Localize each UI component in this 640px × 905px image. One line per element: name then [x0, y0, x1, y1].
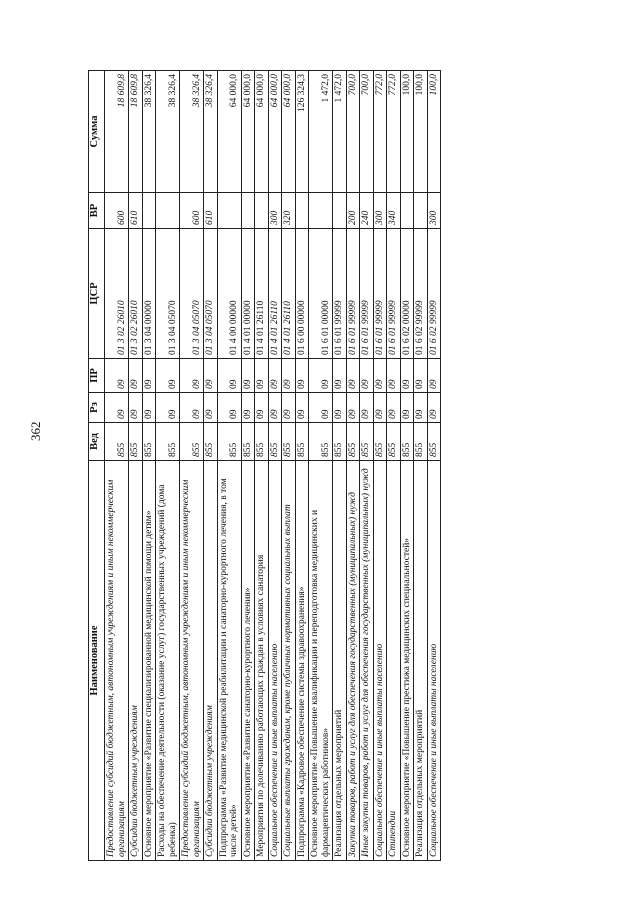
- cell-csr: 01 6 01 99999: [373, 229, 387, 359]
- table-row: [373, 71, 387, 861]
- table-row: [387, 71, 401, 861]
- cell-ved: 855: [333, 423, 347, 461]
- cell-rz: 09: [217, 393, 241, 423]
- cell-pr: 09: [360, 359, 374, 393]
- cell-csr: 01 6 01 99999: [346, 229, 360, 359]
- cell-vr: 600: [105, 193, 129, 229]
- cell-rz: 09: [156, 393, 180, 423]
- cell-ved: 855: [241, 423, 255, 461]
- cell-pr: 09: [204, 359, 218, 393]
- cell-ved: 855: [129, 423, 143, 461]
- cell-rz: 09: [295, 393, 309, 423]
- cell-name: Расходы на обеспечение деятельности (оказание услуг) государственных учреждений (дома ребенка): [156, 461, 180, 861]
- cell-ved: 855: [156, 423, 180, 461]
- cell-ved: 855: [204, 423, 218, 461]
- cell-name: Субсидии бюджетным учреждениям: [204, 461, 218, 861]
- cell-name: Подпрограмма «Развитие медицинской реабилитации и санаторно-курортного лечения, в том числе детей»: [217, 461, 241, 861]
- cell-rz: 09: [255, 393, 269, 423]
- cell-vr: 240: [360, 193, 374, 229]
- budget-table-container: [88, 71, 565, 861]
- cell-vr: [241, 193, 255, 229]
- cell-sum: 100,0: [427, 71, 441, 193]
- cell-ved: 855: [400, 423, 414, 461]
- cell-rz: 09: [309, 393, 333, 423]
- cell-sum: 38 326,4: [156, 71, 180, 193]
- cell-name: Основное мероприятие «Развитие санаторно-курортного лечения»: [241, 461, 255, 861]
- cell-csr: 01 4 01 26110: [282, 229, 296, 359]
- cell-csr: 01 6 01 99999: [360, 229, 374, 359]
- cell-sum: 772,0: [373, 71, 387, 193]
- table-row: [142, 71, 156, 861]
- cell-sum: 700,0: [346, 71, 360, 193]
- cell-ved: 855: [255, 423, 269, 461]
- cell-rz: 09: [282, 393, 296, 423]
- cell-pr: 09: [414, 359, 428, 393]
- cell-rz: 09: [268, 393, 282, 423]
- table-row: [333, 71, 347, 861]
- cell-rz: 09: [346, 393, 360, 423]
- cell-rz: 09: [105, 393, 129, 423]
- cell-csr: 01 4 01 00000: [241, 229, 255, 359]
- cell-csr: 01 6 02 99999: [427, 229, 441, 359]
- cell-name: Социальное обеспечение и иные выплаты населению: [373, 461, 387, 861]
- table-row: [204, 71, 218, 861]
- cell-ved: 855: [309, 423, 333, 461]
- cell-rz: 09: [241, 393, 255, 423]
- cell-vr: [156, 193, 180, 229]
- cell-rz: 09: [360, 393, 374, 423]
- cell-pr: 09: [129, 359, 143, 393]
- cell-pr: 09: [142, 359, 156, 393]
- cell-sum: 38 326,4: [204, 71, 218, 193]
- table-row: [217, 71, 241, 861]
- cell-vr: 320: [282, 193, 296, 229]
- cell-vr: [400, 193, 414, 229]
- header-vr: ВР: [89, 193, 105, 229]
- cell-csr: 01 3 02 26010: [105, 229, 129, 359]
- table-row: [268, 71, 282, 861]
- table-row: [156, 71, 180, 861]
- table-row: [346, 71, 360, 861]
- cell-sum: 700,0: [360, 71, 374, 193]
- cell-csr: 01 3 04 00000: [142, 229, 156, 359]
- cell-vr: [309, 193, 333, 229]
- cell-vr: 610: [129, 193, 143, 229]
- cell-sum: 64 000,0: [217, 71, 241, 193]
- cell-csr: 01 4 00 00000: [217, 229, 241, 359]
- cell-rz: 09: [142, 393, 156, 423]
- table-header-row: [89, 71, 105, 861]
- cell-name: Предоставление субсидий бюджетным, автономным учреждениям и иным некоммерческим организациям: [105, 461, 129, 861]
- cell-rz: 09: [400, 393, 414, 423]
- table-row: [309, 71, 333, 861]
- cell-ved: 855: [142, 423, 156, 461]
- cell-vr: [217, 193, 241, 229]
- cell-sum: 100,0: [414, 71, 428, 193]
- cell-pr: 09: [241, 359, 255, 393]
- cell-csr: 01 6 01 00000: [309, 229, 333, 359]
- cell-csr: 01 3 02 26010: [129, 229, 143, 359]
- cell-csr: 01 6 02 99999: [414, 229, 428, 359]
- cell-pr: 09: [309, 359, 333, 393]
- cell-vr: 300: [373, 193, 387, 229]
- cell-pr: 09: [105, 359, 129, 393]
- cell-csr: 01 6 01 99999: [333, 229, 347, 359]
- cell-ved: 855: [217, 423, 241, 461]
- cell-vr: 340: [387, 193, 401, 229]
- cell-name: Основное мероприятие «Повышение престижа медицинских специальностей»: [400, 461, 414, 861]
- cell-rz: 09: [373, 393, 387, 423]
- table-row: [414, 71, 428, 861]
- cell-sum: 772,0: [387, 71, 401, 193]
- cell-ved: 855: [360, 423, 374, 461]
- cell-vr: 300: [268, 193, 282, 229]
- header-name: Наименование: [89, 461, 105, 861]
- cell-pr: 09: [373, 359, 387, 393]
- cell-vr: [295, 193, 309, 229]
- cell-sum: 38 326,4: [142, 71, 156, 193]
- cell-csr: 01 6 01 99999: [387, 229, 401, 359]
- cell-sum: 18 609,8: [105, 71, 129, 193]
- page-number: 362: [28, 421, 43, 441]
- cell-vr: [414, 193, 428, 229]
- cell-rz: 09: [129, 393, 143, 423]
- header-pr: ПР: [89, 359, 105, 393]
- cell-rz: 09: [427, 393, 441, 423]
- cell-name: Подпрограмма «Кадровое обеспечение системы здравоохранения»: [295, 461, 309, 861]
- cell-sum: 64 000,0: [255, 71, 269, 193]
- cell-ved: 855: [414, 423, 428, 461]
- cell-ved: 855: [282, 423, 296, 461]
- cell-ved: 855: [387, 423, 401, 461]
- cell-pr: 09: [427, 359, 441, 393]
- table-row: [241, 71, 255, 861]
- table-row: [282, 71, 296, 861]
- cell-sum: 126 324,3: [295, 71, 309, 193]
- cell-csr: 01 3 04 05070: [156, 229, 180, 359]
- cell-name: Основное мероприятие «Развитие специализированной медицинской помощи детям»: [142, 461, 156, 861]
- cell-pr: 09: [295, 359, 309, 393]
- cell-sum: 1 472,0: [333, 71, 347, 193]
- cell-pr: 09: [268, 359, 282, 393]
- table-row: [255, 71, 269, 861]
- cell-name: Иные закупки товаров, работ и услуг для обеспечения государственных (муниципальных) нужд: [360, 461, 374, 861]
- cell-sum: 64 000,0: [241, 71, 255, 193]
- table-row: [129, 71, 143, 861]
- table-row: [360, 71, 374, 861]
- cell-pr: 09: [387, 359, 401, 393]
- cell-csr: 01 3 04 05070: [204, 229, 218, 359]
- cell-sum: 64 000,0: [282, 71, 296, 193]
- cell-sum: 100,0: [400, 71, 414, 193]
- cell-rz: 09: [387, 393, 401, 423]
- cell-name: Основное мероприятие «Повышение квалификации и переподготовка медицинских и фармацевтических работников»: [309, 461, 333, 861]
- cell-rz: 09: [180, 393, 204, 423]
- cell-rz: 09: [204, 393, 218, 423]
- cell-sum: 64 000,0: [268, 71, 282, 193]
- budget-table: [88, 70, 441, 861]
- cell-name: Мероприятия по долечиванию работающих граждан в условиях санатория: [255, 461, 269, 861]
- cell-vr: [333, 193, 347, 229]
- cell-vr: 300: [427, 193, 441, 229]
- cell-vr: [142, 193, 156, 229]
- cell-pr: 09: [217, 359, 241, 393]
- cell-rz: 09: [333, 393, 347, 423]
- cell-csr: 01 4 01 26110: [268, 229, 282, 359]
- cell-name: Социальное обеспечение и иные выплаты населению: [268, 461, 282, 861]
- cell-name: Предоставление субсидий бюджетным, автономным учреждениям и иным некоммерческим организациям: [180, 461, 204, 861]
- header-sum: Сумма: [89, 71, 105, 193]
- cell-vr: [255, 193, 269, 229]
- header-rz: Рз: [89, 393, 105, 423]
- cell-name: Социальные выплаты гражданам, кроме публичных нормативных социальных выплат: [282, 461, 296, 861]
- header-csr: ЦСР: [89, 229, 105, 359]
- cell-csr: 01 6 02 00000: [400, 229, 414, 359]
- cell-csr: 01 6 00 00000: [295, 229, 309, 359]
- table-row: [400, 71, 414, 861]
- cell-csr: 01 4 01 26110: [255, 229, 269, 359]
- cell-name: Закупка товаров, работ и услуг для обеспечения государственных (муниципальных) нужд: [346, 461, 360, 861]
- cell-pr: 09: [333, 359, 347, 393]
- cell-pr: 09: [400, 359, 414, 393]
- cell-pr: 09: [282, 359, 296, 393]
- cell-rz: 09: [414, 393, 428, 423]
- table-row: [180, 71, 204, 861]
- cell-ved: 855: [346, 423, 360, 461]
- cell-pr: 09: [346, 359, 360, 393]
- cell-vr: 600: [180, 193, 204, 229]
- cell-name: Реализация отдельных мероприятий: [414, 461, 428, 861]
- cell-sum: 1 472,0: [309, 71, 333, 193]
- cell-ved: 855: [268, 423, 282, 461]
- cell-pr: 09: [255, 359, 269, 393]
- cell-ved: 855: [105, 423, 129, 461]
- cell-vr: 610: [204, 193, 218, 229]
- cell-name: Социальное обеспечение и иные выплаты населению: [427, 461, 441, 861]
- table-row: [295, 71, 309, 861]
- cell-name: Реализация отдельных мероприятий: [333, 461, 347, 861]
- cell-csr: 01 3 04 05070: [180, 229, 204, 359]
- cell-ved: 855: [295, 423, 309, 461]
- cell-name: Стипендии: [387, 461, 401, 861]
- table-row: [427, 71, 441, 861]
- cell-vr: 200: [346, 193, 360, 229]
- cell-ved: 855: [373, 423, 387, 461]
- cell-sum: 18 609,8: [129, 71, 143, 193]
- cell-pr: 09: [180, 359, 204, 393]
- cell-ved: 855: [427, 423, 441, 461]
- header-ved: Вед: [89, 423, 105, 461]
- table-row: [105, 71, 129, 861]
- cell-pr: 09: [156, 359, 180, 393]
- cell-ved: 855: [180, 423, 204, 461]
- cell-name: Субсидии бюджетным учреждениям: [129, 461, 143, 861]
- cell-sum: 38 326,4: [180, 71, 204, 193]
